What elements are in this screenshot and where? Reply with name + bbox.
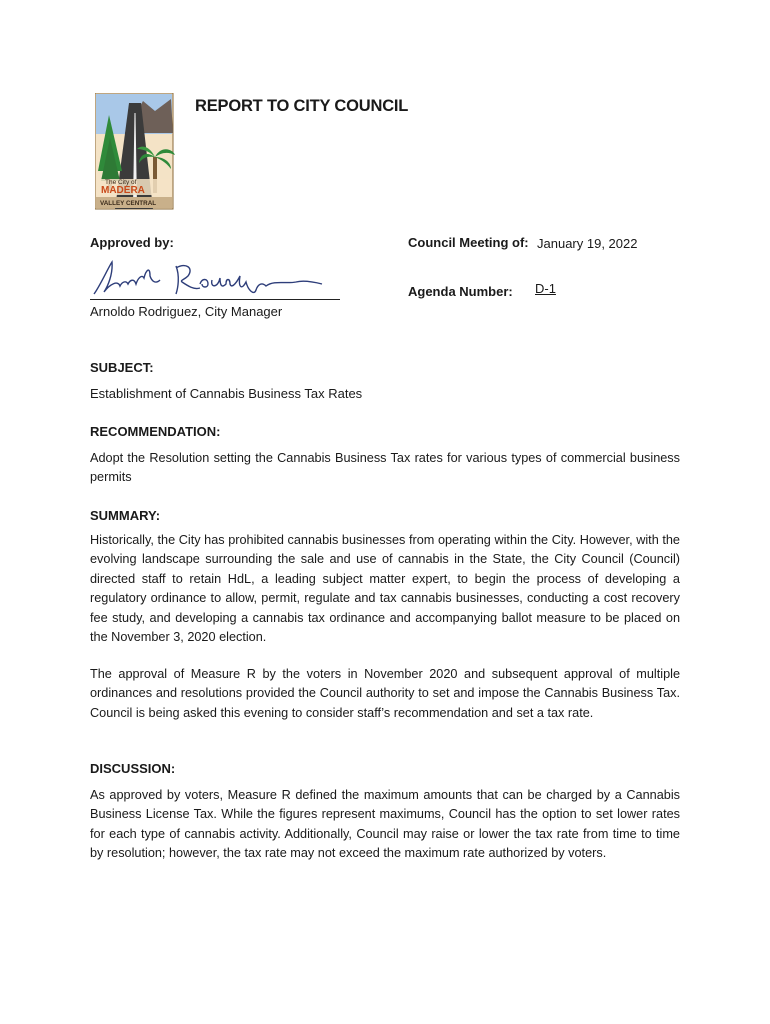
agenda-number: D-1 <box>535 281 556 296</box>
summary-paragraph-1: Historically, the City has prohibited cannabis businesses from operating within the City. However, with the evolving landscape surrounding the sale and use of cannabis in the State, the City Council (Council) directed staff to retain HdL, a leading subject matter expert, to begin the process of developing a regulatory ordinance to allow, permit, regulate and tax cannabis businesses, conducting a cost recovery fee study, and developing a cannabis tax ordinance and accompanying ballot measure to be placed on the November 3, 2020 election. <box>90 533 680 645</box>
recommendation-text: Adopt the Resolution setting the Cannabis Business Tax rates for various types of commercial business permits <box>90 451 680 485</box>
signature <box>90 256 340 300</box>
recommendation-heading: RECOMMENDATION: <box>90 424 221 439</box>
logo-line3: VALLEY CENTRAL <box>100 200 157 207</box>
meeting-label: Council Meeting of: <box>408 235 529 250</box>
city-logo <box>95 93 187 211</box>
meeting-date: January 19, 2022 <box>537 236 638 251</box>
summary-heading: SUMMARY: <box>90 508 161 523</box>
subject-heading: SUBJECT: <box>90 360 154 375</box>
discussion-paragraph-1: As approved by voters, Measure R defined the maximum amounts that can be charged by a Cannabis Business License Tax. While the figures represent maximums, Council has the option to set lower rates for each type of cannabis activity. Additionally, Council may raise or lower the tax rate from time to time by resolution; however, the tax rate may not exceed the maximum rate authorized by voters. <box>90 788 680 861</box>
report-title: REPORT TO CITY COUNCIL <box>195 97 409 115</box>
agenda-label: Agenda Number: <box>408 284 513 299</box>
logo-line1: The City of <box>105 179 137 186</box>
signature-icon <box>90 256 340 300</box>
signer-name: Arnoldo Rodriguez, City Manager <box>90 304 283 319</box>
subject-text: Establishment of Cannabis Business Tax Rates <box>90 386 363 401</box>
signature-line <box>90 299 340 300</box>
madera-logo-icon <box>95 93 187 211</box>
approved-by-label: Approved by: <box>90 235 174 250</box>
discussion-heading: DISCUSSION: <box>90 761 176 776</box>
summary-paragraph-2: The approval of Measure R by the voters in November 2020 and subsequent approval of multiple ordinances and resolutions provided the Council authority to set and impose the Cannabis Business Tax. Council is being asked this evening to consider staff’s recommendation and set a tax rate. <box>90 667 680 720</box>
logo-line2: MADERA <box>101 185 145 196</box>
